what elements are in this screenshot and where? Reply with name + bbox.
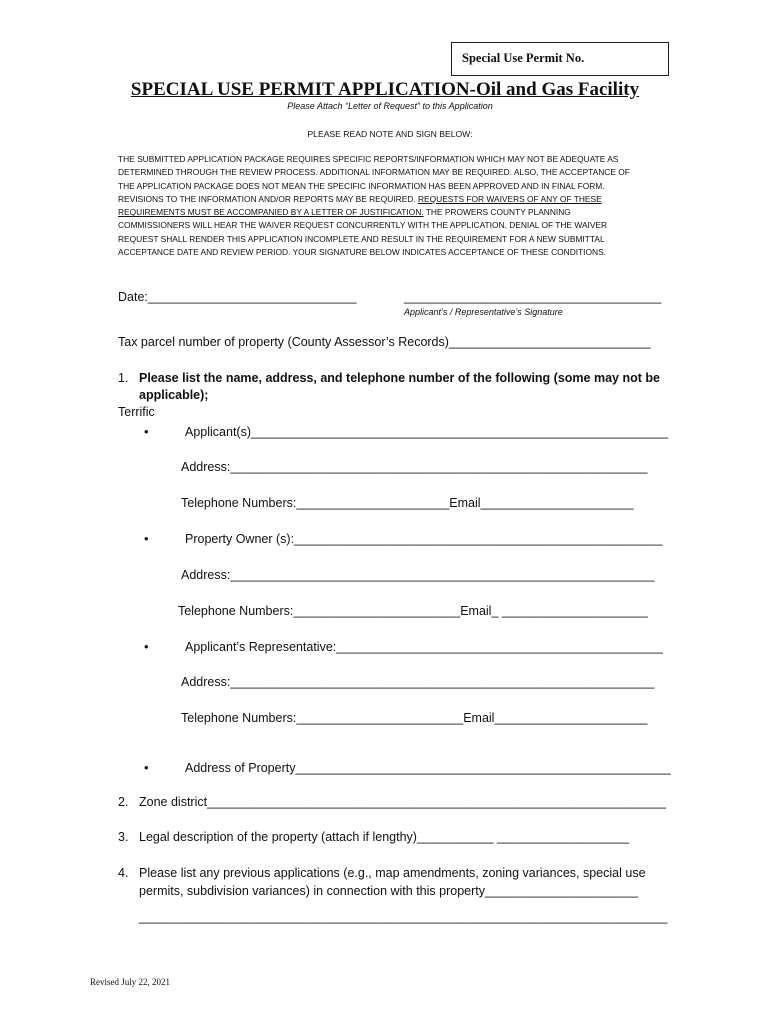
notice-underlined-text: REQUESTS FOR WAIVERS OF ANY OF THESE bbox=[418, 193, 602, 204]
notice-line: ACCEPTANCE DATE AND REVIEW PERIOD. YOUR SIGNATURE BELOW INDICATES ACCEPTANCE OF THESE CONDITIONS. bbox=[118, 247, 606, 258]
applicant-address-field[interactable]: Address:____________________________________________________________ bbox=[181, 460, 648, 474]
item-number: 2. bbox=[118, 795, 129, 809]
signature-caption: Applicant’s / Representative’s Signature bbox=[404, 307, 563, 317]
revision-date: Revised July 22, 2021 bbox=[90, 977, 170, 987]
item-number: 1. bbox=[118, 371, 129, 385]
page-title: SPECIAL USE PERMIT APPLICATION-Oil and Gas Facility bbox=[130, 79, 640, 100]
item-number: 3. bbox=[118, 830, 129, 844]
bullet-icon: • bbox=[144, 639, 149, 654]
date-field[interactable]: Date:______________________________ bbox=[118, 290, 357, 304]
permit-number-label: Special Use Permit No. bbox=[462, 51, 585, 65]
representative-address-field[interactable]: Address:_____________________________________________________________ bbox=[181, 675, 655, 689]
permit-number-box[interactable] bbox=[451, 42, 669, 76]
legal-description-field[interactable]: Legal description of the property (attach if lengthy)___________ ___________________ bbox=[139, 830, 629, 844]
bullet-icon: • bbox=[144, 531, 149, 546]
previous-applications-label: Please list any previous applications (e.g., map amendments, zoning variances, special use bbox=[139, 866, 646, 880]
zone-district-field[interactable]: Zone district__________________________________________________________________ bbox=[139, 795, 666, 809]
notice-line: THE APPLICATION PACKAGE DOES NOT MEAN THE SPECIFIC INFORMATION HAS BEEN APPROVED AND IN FINAL FORM. bbox=[118, 180, 605, 191]
notice-line bbox=[118, 193, 678, 206]
owner-phone-email-field[interactable]: Telephone Numbers:________________________Email_ _____________________ bbox=[178, 604, 648, 618]
tax-parcel-field[interactable]: Tax parcel number of property (County Assessor’s Records)_____________________________ bbox=[118, 335, 651, 349]
read-note: PLEASE READ NOTE AND SIGN BELOW: bbox=[307, 129, 473, 139]
previous-applications-field-cont[interactable]: ____________________________________________________________________________ bbox=[139, 910, 668, 924]
page-subtitle: Please Attach “Letter of Request” to this Application bbox=[287, 101, 493, 111]
property-address-field[interactable]: Address of Property______________________________________________________ bbox=[185, 761, 671, 775]
notice-text: REVISIONS TO THE INFORMATION AND/OR REPORTS MAY BE REQUIRED. bbox=[118, 193, 418, 204]
bullet-icon: • bbox=[144, 424, 149, 439]
item-number: 4. bbox=[118, 866, 129, 880]
notice-line: THE SUBMITTED APPLICATION PACKAGE REQUIRES SPECIFIC REPORTS/INFORMATION WHICH MAY NOT BE ADEQUATE AS bbox=[118, 154, 619, 164]
applicant-phone-email-field[interactable]: Telephone Numbers:______________________Email______________________ bbox=[181, 496, 634, 510]
bullet-icon: • bbox=[144, 760, 149, 775]
notice-paragraph bbox=[118, 153, 678, 259]
previous-applications-field[interactable]: permits, subdivision variances) in connection with this property______________________ bbox=[139, 884, 638, 898]
applicant-field[interactable]: Applicant(s)____________________________________________________________ bbox=[185, 425, 669, 439]
notice-line bbox=[118, 206, 678, 219]
owner-address-field[interactable]: Address:_____________________________________________________________ bbox=[181, 568, 655, 582]
item1-heading: Please list the name, address, and telephone number of the following (some may not be bbox=[139, 371, 660, 385]
notice-line: COMMISSIONERS WILL HEAR THE WAIVER REQUEST CONCURRENTLY WITH THE APPLICATION. DENIAL OF THE WAIVER bbox=[118, 220, 608, 231]
terrific-text: Terrific bbox=[118, 405, 155, 419]
representative-phone-email-field[interactable]: Telephone Numbers:________________________Email______________________ bbox=[181, 711, 648, 725]
notice-text: THE PROWERS COUNTY PLANNING bbox=[423, 207, 571, 218]
representative-field[interactable]: Applicant’s Representative:_______________________________________________ bbox=[185, 640, 663, 654]
signature-field[interactable]: _____________________________________ bbox=[404, 290, 662, 304]
property-owner-field[interactable]: Property Owner (s):_____________________________________________________ bbox=[185, 532, 663, 546]
notice-line: REQUEST SHALL RENDER THIS APPLICATION INCOMPLETE AND RESULT IN THE REQUIREMENT FOR A NEW SUBMITTAL bbox=[118, 233, 605, 244]
notice-underlined-text: REQUIREMENTS MUST BE ACCOMPANIED BY A LETTER OF JUSTIFICATION. bbox=[118, 207, 424, 218]
notice-line: DETERMINED THROUGH THE REVIEW PROCESS. ADDITIONAL INFORMATION MAY BE REQUIRED. ALSO, THE ACCEPTANCE OF bbox=[118, 167, 630, 178]
item1-heading-cont: applicable); bbox=[139, 388, 209, 402]
